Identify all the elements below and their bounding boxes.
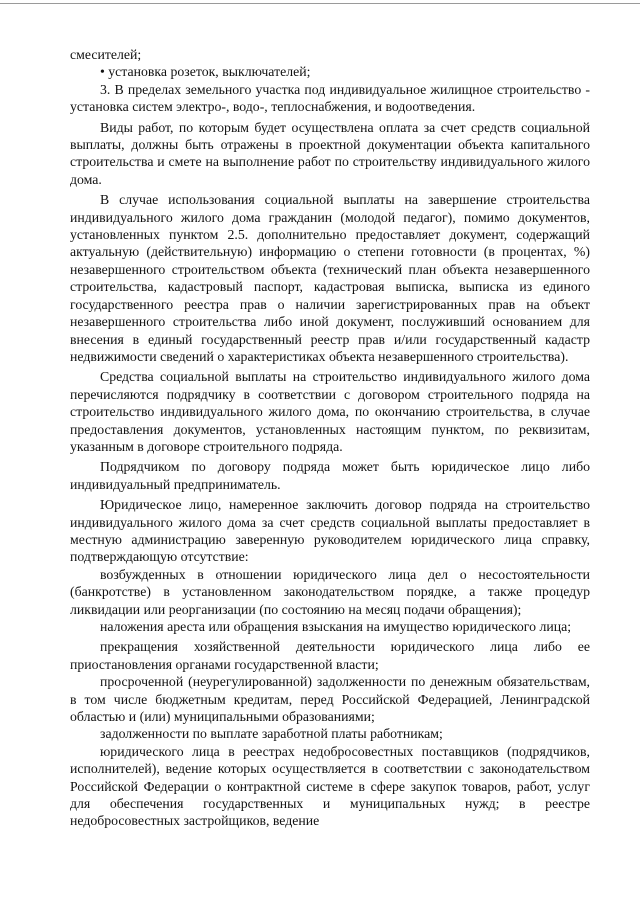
paragraph-4: Виды работ, по которым будет осуществлена оплата за счет средств социальной выплаты, должны быть отражены в проектной документации объекта капитального строительства и смете на выполнение работ по строительству индивидуального жилого дома. — [70, 119, 590, 187]
paragraph-2: • установка розеток, выключателей; — [100, 64, 311, 80]
scan-edge-line — [0, 3, 640, 4]
paragraph-1: смесителей; — [70, 47, 142, 62]
paragraph-7: Подрядчиком по договору подряда может быть юридическое лицо либо индивидуальный предприниматель. — [70, 459, 590, 492]
paragraph-12: просроченной (неурегулированной) задолженности по денежным обязательствам, в том числе бюджетным кредитам, перед Российской Федерацией, Ленинградской областью и (или) муниципальными образованиями; — [70, 674, 590, 725]
paragraph-6: Средства социальной выплаты на строительство индивидуального жилого дома перечисляются подрядчику в соответствии с договором строительного подряда на строительство индивидуального жилого дома, по окончанию строительства, в случае предоставления документов, установленных настоящим пунктом, по реквизитам, указанным в договоре строительного подряда. — [70, 369, 590, 454]
paragraph-3: 3. В пределах земельного участка под индивидуальное жилищное строительство - установка систем электро-, водо-, теплоснабжения, и водоотведения. — [70, 81, 590, 115]
document-body — [70, 46, 590, 830]
paragraph-5: В случае использования социальной выплаты на завершение строительства индивидуального жилого дома гражданин (молодой педагог), помимо документов, установленных пунктом 2.5. дополнительно предоставляет документ, содержащий актуальную (действительную) информацию о степени готовности (в процентах, %) незавершенного строительством объекта (технический план объекта незавершенного строительства, кадастровый паспорт, кадастровая выписка, выписка из единого государственного реестра прав о наличии зарегистрированных прав на объект незавершенного строительства либо иной документ, послуживший основанием для внесения в единый государственный реестр прав и/или государственный кадастр недвижимости сведений о характеристиках объекта незавершенного строительства). — [70, 192, 590, 364]
paragraph-10: наложения ареста или обращения взыскания на имущество юридического лица; — [100, 619, 572, 634]
paragraph-9: возбужденных в отношении юридического лица дел о несостоятельности (банкротстве) в установленном законодательством порядке, а также процедур ликвидации или реорганизации (по состоянию на месяц подачи обращения); — [70, 566, 590, 617]
paragraph-11: прекращения хозяйственной деятельности юридического лица либо ее приостановления органами государственной власти; — [70, 639, 590, 672]
paragraph-8: Юридическое лицо, намеренное заключить договор подряда на строительство индивидуального жилого дома за счет средств социальной выплаты предоставляет в местную администрацию заверенную руководителем юридического лица справку, подтверждающую отсутствие: — [70, 497, 590, 565]
paragraph-13: задолженности по выплате заработной платы работникам; — [100, 726, 443, 742]
paragraph-14: юридического лица в реестрах недобросовестных поставщиков (подрядчиков, исполнителей), ведение которых осуществляется в соответствии с законодательством Российской Федерации о контрактной системе в сфере закупок товаров, работ, услуг для обеспечения государственных и муниципальных нужд; в реестре недобросовестных застройщиков, ведение — [70, 743, 590, 829]
